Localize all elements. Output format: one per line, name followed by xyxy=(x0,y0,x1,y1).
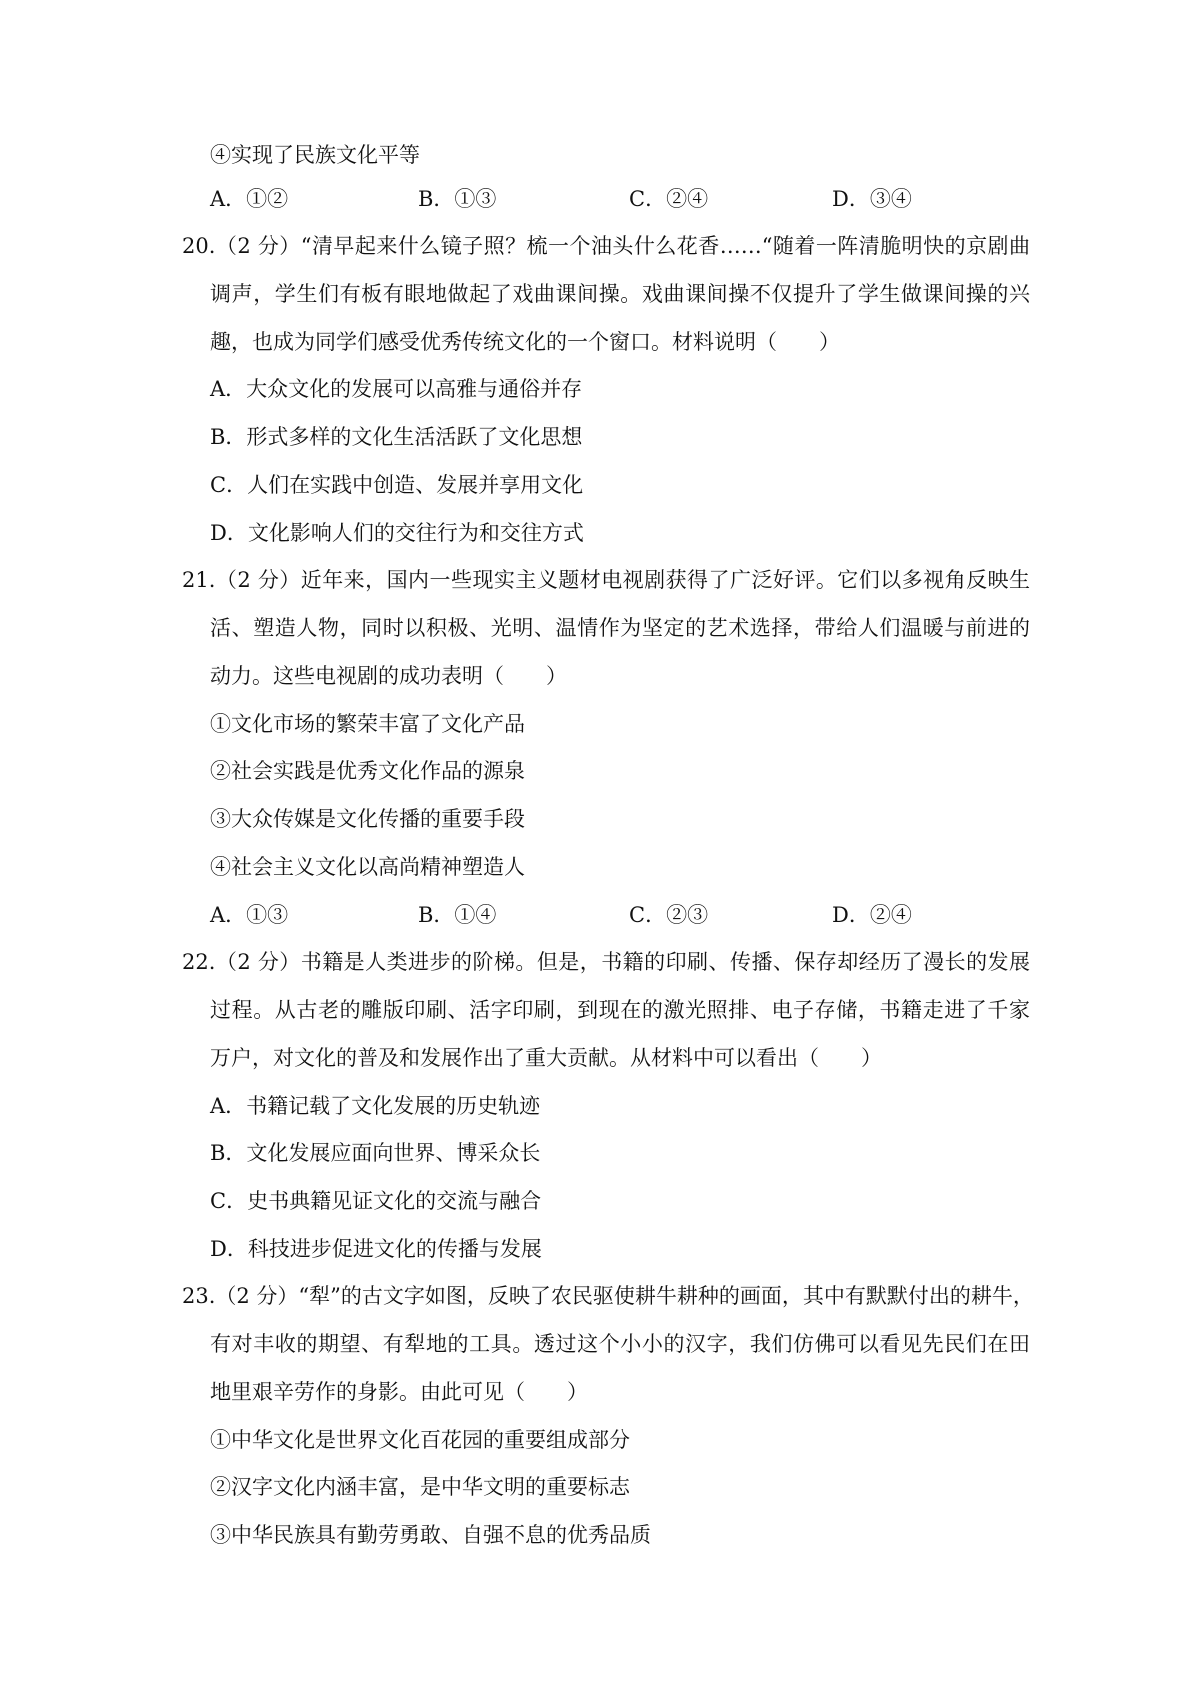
q21-stem-line-1: 21.（2 分）近年来，国内一些现实主义题材电视剧获得了广泛好评。它们以多视角反映生 xyxy=(182,568,1030,592)
q19-option-b: B．①③ xyxy=(418,187,497,211)
q23-stem-line-1: 23.（2 分）“犁”的古文字如图，反映了农民驱使耕牛耕种的画面，其中有默默付出的耕牛， xyxy=(182,1284,1034,1308)
q23-stem-line-2: 有对丰收的期望、有犁地的工具。透过这个小小的汉字，我们仿佛可以看见先民们在田 xyxy=(210,1332,1030,1356)
q23-item-1: ①中华文化是世界文化百花园的重要组成部分 xyxy=(210,1428,630,1452)
q21-option-c: C．②③ xyxy=(629,903,709,927)
q20-stem-line-1: 20.（2 分）“清早起来什么镜子照？梳一个油头什么花香……“随着一阵清脆明快的京剧曲 xyxy=(182,234,1030,258)
q19-option-a: A．①② xyxy=(210,187,289,211)
q23-item-3: ③中华民族具有勤劳勇敢、自强不息的优秀品质 xyxy=(210,1523,651,1547)
q22-option-b: B．文化发展应面向世界、博采众长 xyxy=(210,1141,541,1165)
q21-item-2: ②社会实践是优秀文化作品的源泉 xyxy=(210,759,525,783)
q19-option-c: C．②④ xyxy=(629,187,709,211)
q22-option-c: C．史书典籍见证文化的交流与融合 xyxy=(210,1189,542,1213)
q21-option-b: B．①④ xyxy=(418,903,497,927)
q23-item-2: ②汉字文化内涵丰富，是中华文明的重要标志 xyxy=(210,1475,630,1499)
q21-item-3: ③大众传媒是文化传播的重要手段 xyxy=(210,807,525,831)
q21-item-1: ①文化市场的繁荣丰富了文化产品 xyxy=(210,712,525,736)
q20-option-b: B．形式多样的文化生活活跃了文化思想 xyxy=(210,425,583,449)
q21-stem-line-2: 活、塑造人物，同时以积极、光明、温情作为坚定的艺术选择，带给人们温暖与前进的 xyxy=(210,616,1030,640)
q22-stem-line-3: 万户，对文化的普及和发展作出了重大贡献。从材料中可以看出（ ） xyxy=(210,1046,882,1070)
q19-item-4: ④实现了民族文化平等 xyxy=(210,143,420,167)
q20-option-a: A．大众文化的发展可以高雅与通俗并存 xyxy=(210,377,583,401)
q22-stem-line-1: 22.（2 分）书籍是人类进步的阶梯。但是，书籍的印刷、传播、保存却经历了漫长的发展 xyxy=(182,950,1030,974)
q21-stem-line-3: 动力。这些电视剧的成功表明（ ） xyxy=(210,664,567,688)
q23-stem-line-3: 地里艰辛劳作的身影。由此可见（ ） xyxy=(210,1380,588,1404)
q21-option-a: A．①③ xyxy=(210,903,289,927)
q19-option-d: D．③④ xyxy=(832,187,912,211)
q20-option-c: C．人们在实践中创造、发展并享用文化 xyxy=(210,473,584,497)
q22-stem-line-2: 过程。从古老的雕版印刷、活字印刷，到现在的激光照排、电子存储，书籍走进了千家 xyxy=(210,998,1030,1022)
q21-item-4: ④社会主义文化以高尚精神塑造人 xyxy=(210,855,525,879)
q20-stem-line-3: 趣，也成为同学们感受优秀传统文化的一个窗口。材料说明（ ） xyxy=(210,330,840,354)
q20-option-d: D．文化影响人们的交往行为和交往方式 xyxy=(210,521,584,545)
q22-option-d: D．科技进步促进文化的传播与发展 xyxy=(210,1237,542,1261)
q21-option-d: D．②④ xyxy=(832,903,912,927)
q22-option-a: A．书籍记载了文化发展的历史轨迹 xyxy=(210,1094,541,1118)
q20-stem-line-2: 调声，学生们有板有眼地做起了戏曲课间操。戏曲课间操不仅提升了学生做课间操的兴 xyxy=(210,282,1030,306)
